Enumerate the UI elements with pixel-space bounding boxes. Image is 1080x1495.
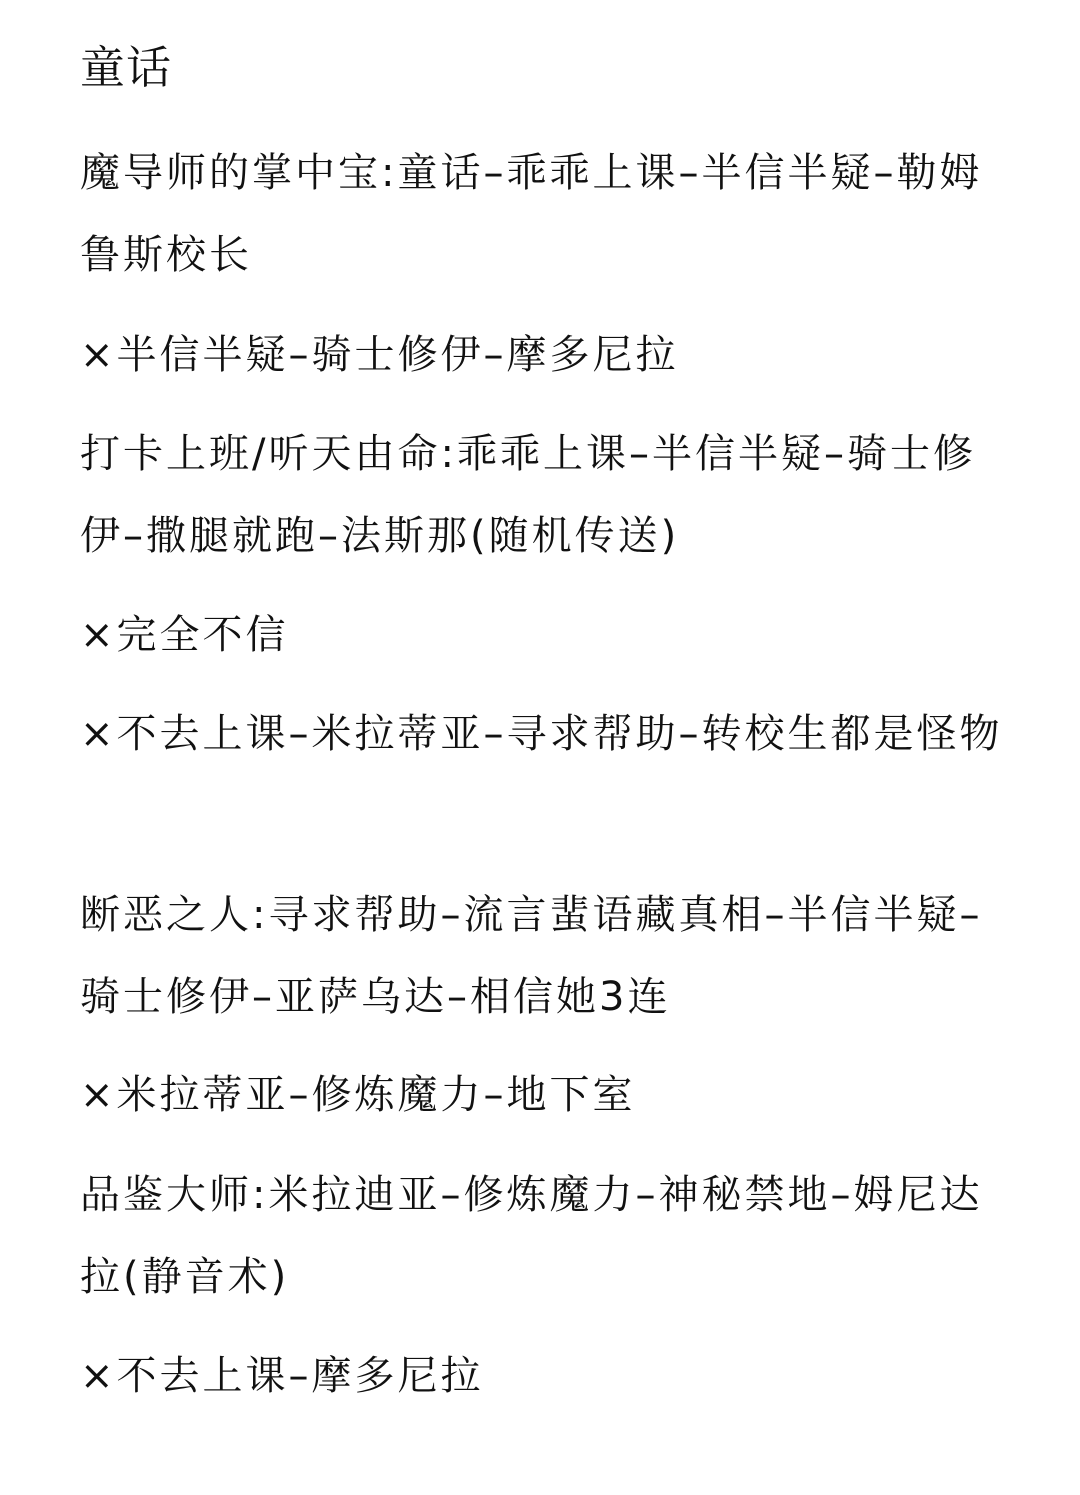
- note-paragraph: 魔导师的掌中宝:童话–乖乖上课–半信半疑–勒姆鲁斯校长: [80, 150, 983, 278]
- page-title: 童话: [80, 41, 173, 94]
- note-paragraph: 打卡上班/听天由命:乖乖上课–半信半疑–骑士修伊–撒腿就跑–法斯那(随机传送): [80, 431, 976, 559]
- note-paragraph: 品鉴大师:米拉迪亚–修炼魔力–神秘禁地–姆尼达拉(静音术): [80, 1172, 983, 1300]
- note-paragraph: 断恶之人:寻求帮助–流言蜚语藏真相–半信半疑–骑士修伊–亚萨乌达–相信她3连: [80, 892, 983, 1020]
- note-paragraph: ×不去上课–摩多尼拉: [80, 1353, 484, 1399]
- note-paragraph: ×半信半疑–骑士修伊–摩多尼拉: [80, 332, 679, 378]
- note-paragraph: ×不去上课–米拉蒂亚–寻求帮助–转校生都是怪物: [80, 711, 1003, 757]
- note-paragraph: ×完全不信: [80, 612, 289, 658]
- note-paragraph: ×米拉蒂亚–修炼魔力–地下室: [80, 1072, 636, 1118]
